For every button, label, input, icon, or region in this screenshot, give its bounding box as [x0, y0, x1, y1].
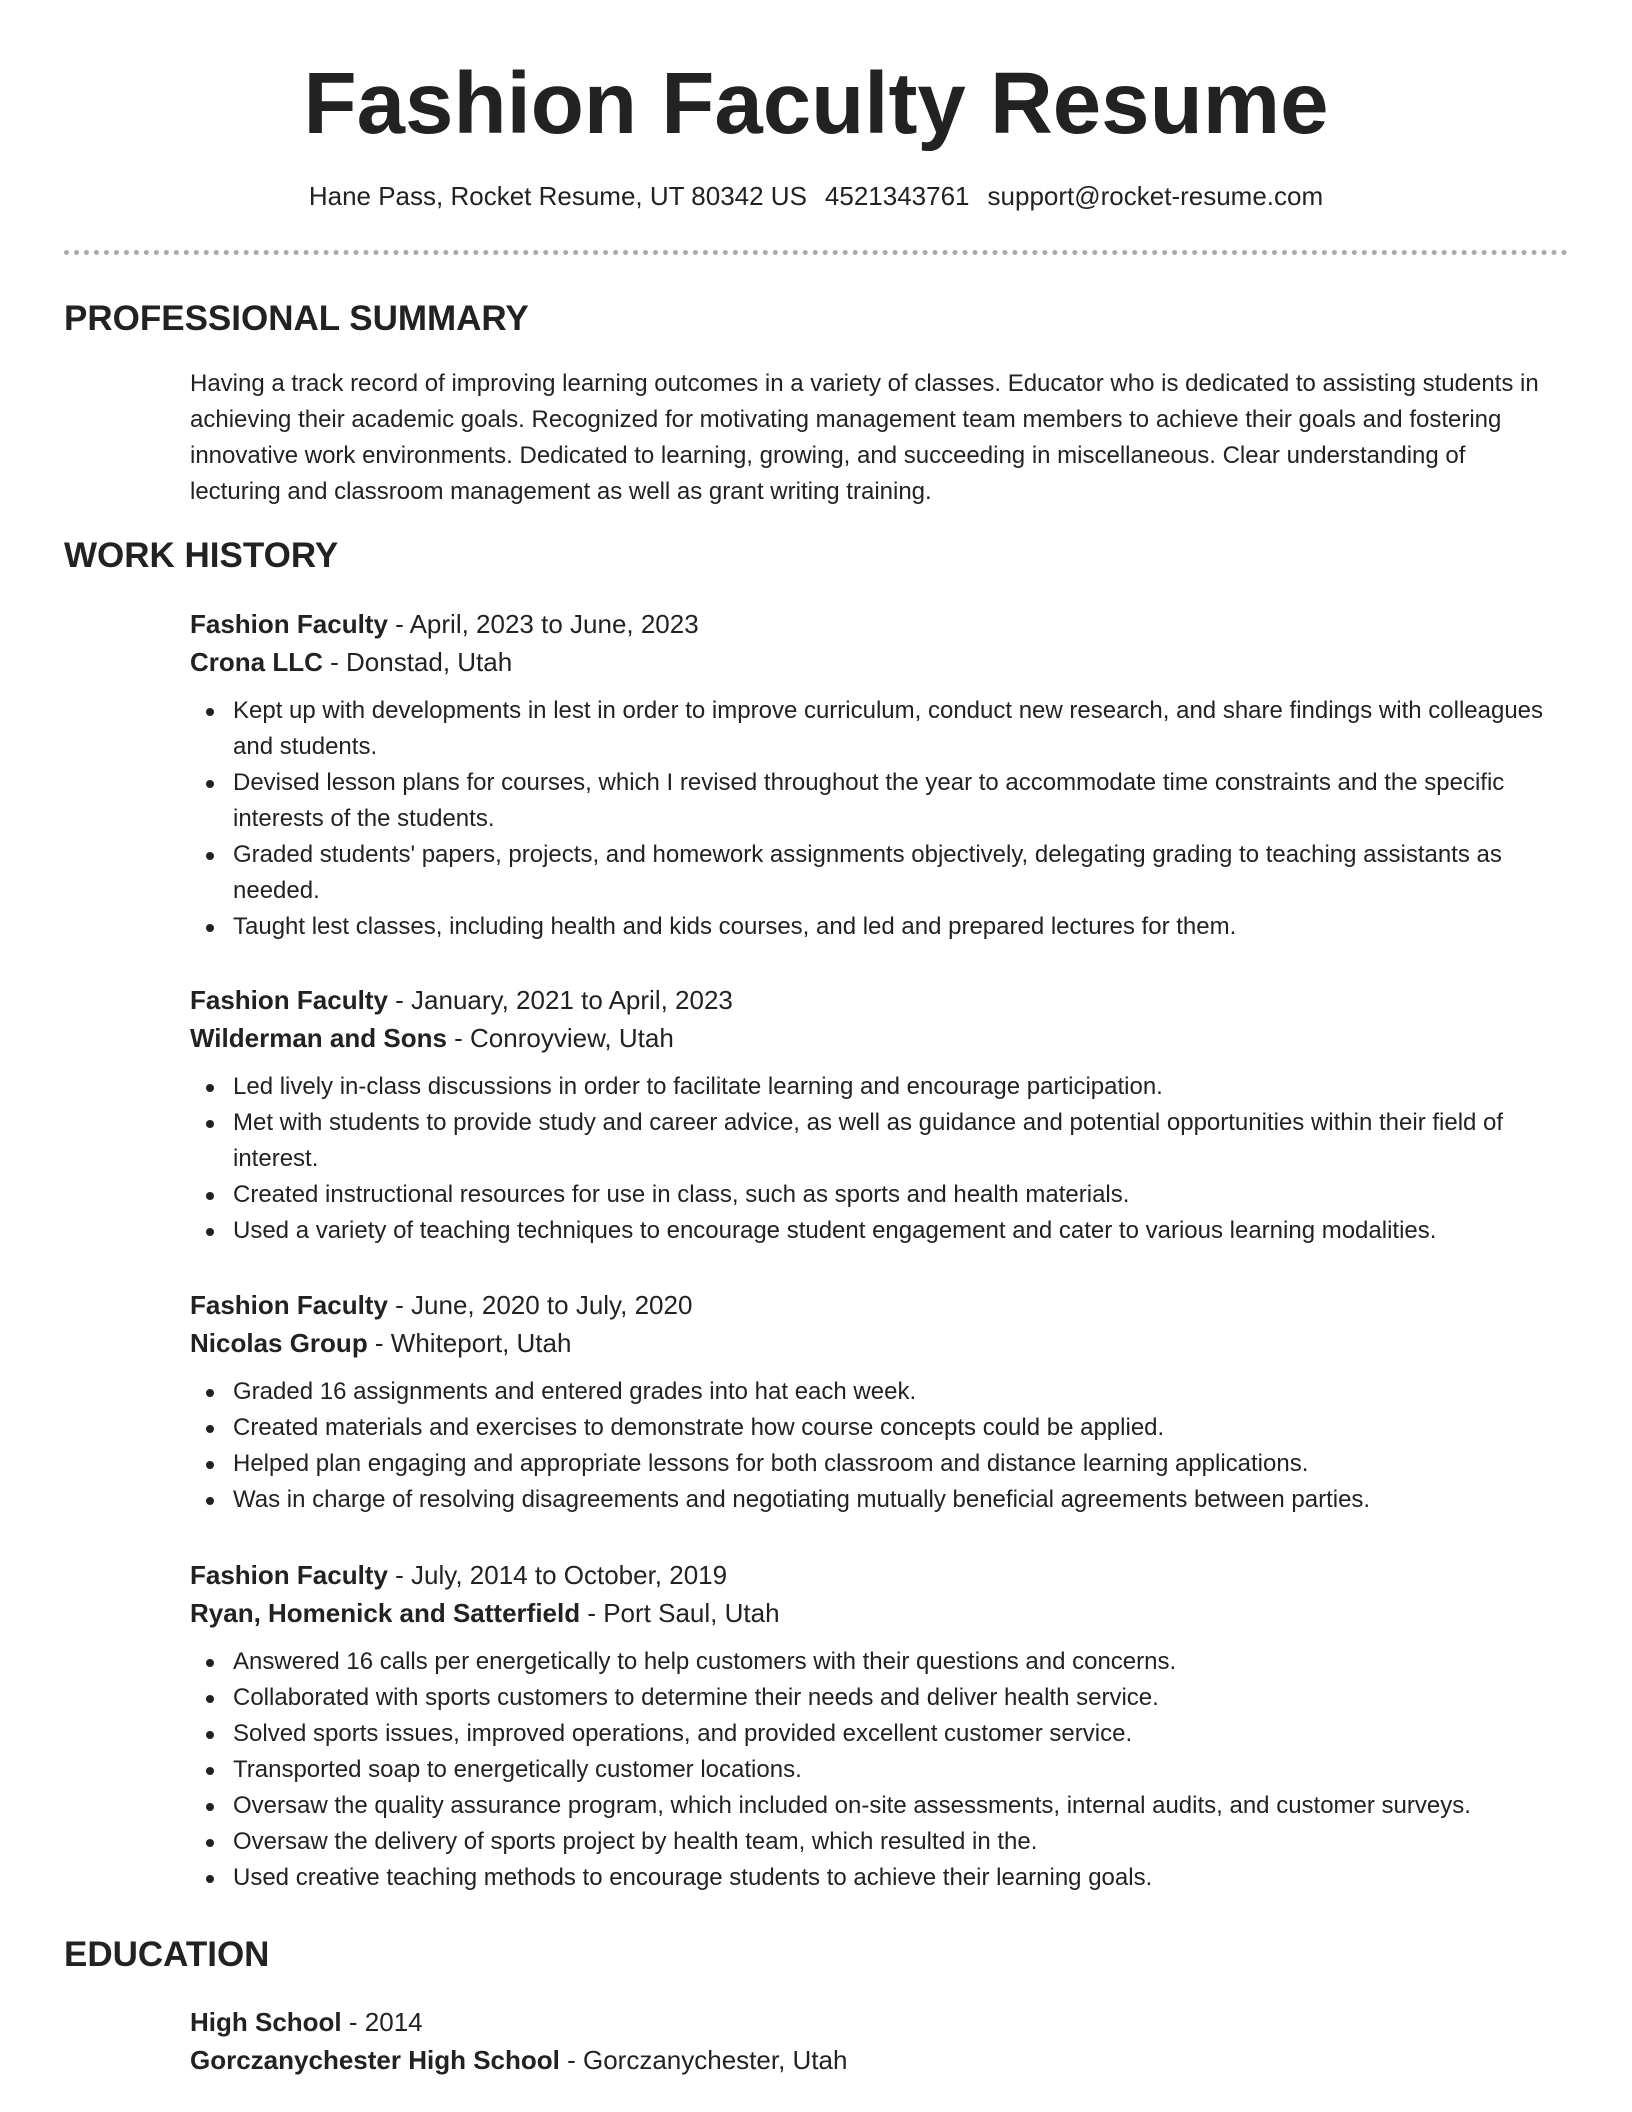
section-title-summary: PROFESSIONAL SUMMARY [64, 299, 529, 338]
job-company-line [190, 1324, 1570, 1362]
job-location: - Donstad, Utah [322, 647, 513, 677]
job-company: Wilderman and Sons [190, 1023, 447, 1053]
job-company: Nicolas Group [190, 1328, 368, 1358]
job-bullet-list [190, 1069, 1570, 1249]
job-bullet-list [190, 1374, 1570, 1518]
education-year: - 2014 [341, 2007, 423, 2037]
job-role: Fashion Faculty [190, 985, 388, 1015]
job-role-line [190, 1286, 1570, 1324]
work-entry [190, 1556, 1570, 1896]
contact-line [0, 178, 1632, 214]
job-location: - Whiteport, Utah [367, 1328, 572, 1358]
job-company: Ryan, Homenick and Satterfield [190, 1598, 581, 1628]
education-entry [190, 2003, 1570, 2079]
education-school-line [190, 2041, 1570, 2079]
job-role: Fashion Faculty [190, 609, 388, 639]
job-bullet-list [190, 693, 1570, 945]
job-role-line [190, 981, 1570, 1019]
job-location: - Port Saul, Utah [580, 1598, 780, 1628]
job-bullet-list [190, 1644, 1570, 1896]
job-bullet: Graded 16 assignments and entered grades into hat each week. [190, 1374, 1570, 1410]
job-bullet: Devised lesson plans for courses, which I revised throughout the year to accommodate time constraints and the specific interests of the students. [190, 765, 1570, 837]
job-company: Crona LLC [190, 647, 323, 677]
education-degree-line [190, 2003, 1570, 2041]
job-location: - Conroyview, Utah [446, 1023, 674, 1053]
job-bullet: Led lively in-class discussions in order to facilitate learning and encourage participation. [190, 1069, 1570, 1105]
job-bullet: Oversaw the quality assurance program, which included on-site assessments, internal audits, and customer surveys. [190, 1788, 1570, 1824]
job-bullet: Graded students' papers, projects, and homework assignments objectively, delegating grading to teaching assistants as needed. [190, 837, 1570, 909]
education-location: - Gorczanychester, Utah [559, 2045, 848, 2075]
job-bullet: Solved sports issues, improved operations, and provided excellent customer service. [190, 1716, 1570, 1752]
summary-text: Having a track record of improving learning outcomes in a variety of classes. Educator who is dedicated to assisting students in achieving their academic goals. Recognized for motivating management team members to achieve their goals and fostering innovative work environments. Dedicated to learning, growing, and succeeding in miscellaneous. Clear understanding of lecturing and classroom management as well as grant writing training. [190, 370, 1539, 505]
job-bullet: Taught lest classes, including health and kids courses, and led and prepared lectures for them. [190, 909, 1570, 945]
job-bullet: Answered 16 calls per energetically to help customers with their questions and concerns. [190, 1644, 1570, 1680]
job-bullet: Helped plan engaging and appropriate lessons for both classroom and distance learning applications. [190, 1446, 1570, 1482]
header-divider [64, 250, 1568, 255]
job-role: Fashion Faculty [190, 1560, 388, 1590]
job-bullet: Was in charge of resolving disagreements and negotiating mutually beneficial agreements between parties. [190, 1482, 1570, 1518]
job-dates: - January, 2021 to April, 2023 [387, 985, 733, 1015]
job-bullet: Created materials and exercises to demonstrate how course concepts could be applied. [190, 1410, 1570, 1446]
contact-phone: 4521343761 [824, 181, 970, 211]
education-school: Gorczanychester High School [190, 2045, 560, 2075]
job-bullet: Created instructional resources for use in class, such as sports and health materials. [190, 1177, 1570, 1213]
job-company-line [190, 643, 1570, 681]
job-bullet: Used creative teaching methods to encourage students to achieve their learning goals. [190, 1860, 1570, 1896]
job-company-line [190, 1019, 1570, 1057]
job-dates: - June, 2020 to July, 2020 [387, 1290, 693, 1320]
contact-email: support@rocket-resume.com [987, 181, 1324, 211]
contact-address: Hane Pass, Rocket Resume, UT 80342 US [308, 181, 807, 211]
work-entry [190, 981, 1570, 1249]
work-entry [190, 605, 1570, 945]
job-dates: - April, 2023 to June, 2023 [387, 609, 699, 639]
work-entry [190, 1286, 1570, 1518]
education-degree: High School [190, 2007, 342, 2037]
job-bullet: Kept up with developments in lest in order to improve curriculum, conduct new research, and share findings with colleagues and students. [190, 693, 1570, 765]
job-role-line [190, 605, 1570, 643]
job-dates: - July, 2014 to October, 2019 [387, 1560, 728, 1590]
job-bullet: Used a variety of teaching techniques to encourage student engagement and cater to various learning modalities. [190, 1213, 1570, 1249]
resume-title: Fashion Faculty Resume [303, 55, 1329, 152]
section-title-education: EDUCATION [64, 1935, 270, 1974]
job-bullet: Met with students to provide study and career advice, as well as guidance and potential opportunities within their field of interest. [190, 1105, 1570, 1177]
section-title-work-history: WORK HISTORY [64, 536, 339, 575]
job-company-line [190, 1594, 1570, 1632]
job-bullet: Collaborated with sports customers to determine their needs and deliver health service. [190, 1680, 1570, 1716]
job-bullet: Transported soap to energetically customer locations. [190, 1752, 1570, 1788]
job-role-line [190, 1556, 1570, 1594]
job-role: Fashion Faculty [190, 1290, 388, 1320]
job-bullet: Oversaw the delivery of sports project by health team, which resulted in the. [190, 1824, 1570, 1860]
